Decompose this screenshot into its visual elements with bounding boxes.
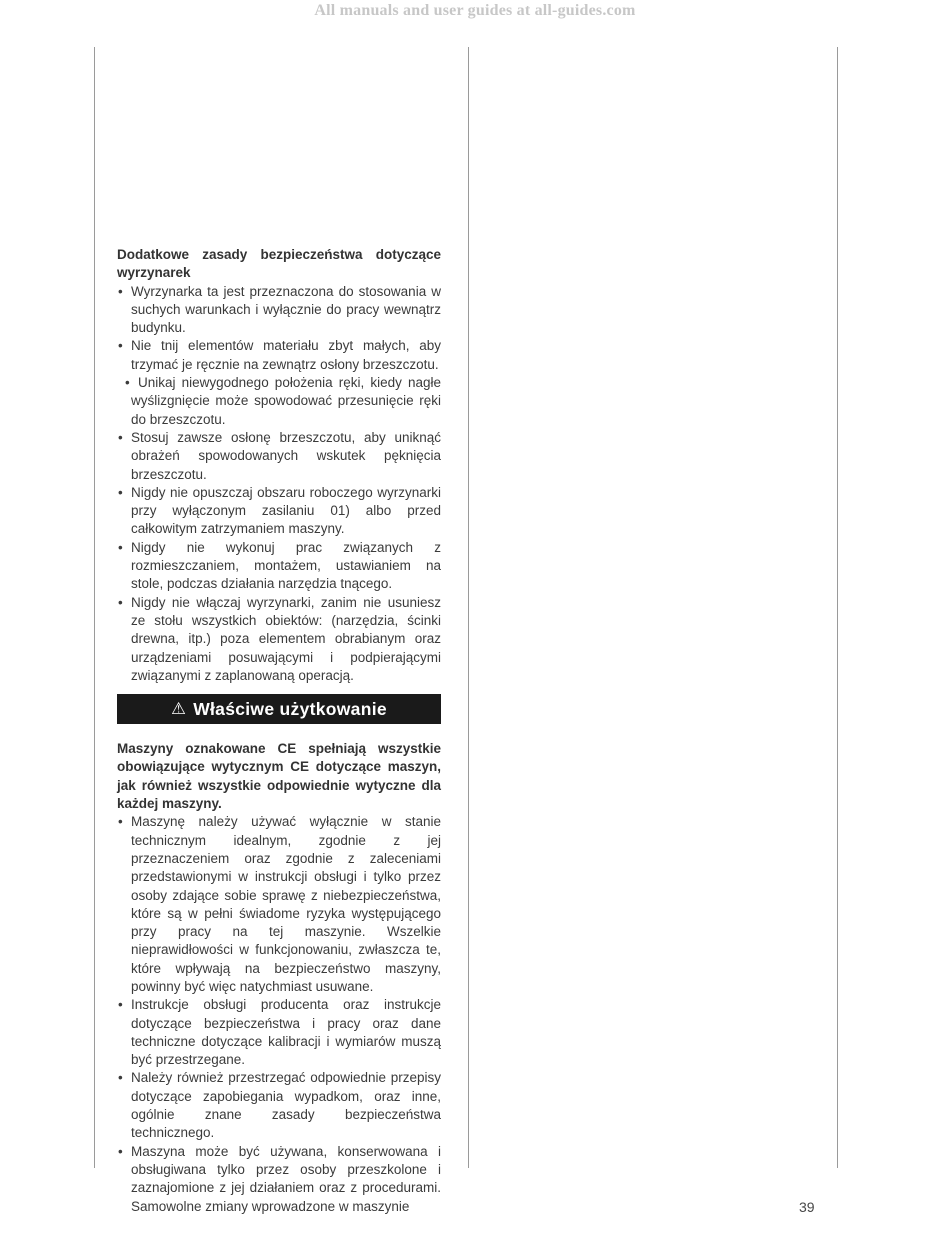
bullet-item: • Maszyna może być używana, konserwowana i obsługiwana tylko przez osoby przeszkolone i zaznajomione z jej działaniem oraz z procedurami. Samowolne zmiany wprowadzone w maszynie <box>117 1143 441 1216</box>
bullet-item: • Nigdy nie włączaj wyrzynarki, zanim nie usuniesz ze stołu wszystkich obiektów: (narzędzia, ścinki drewna, itp.) poza elementem obrabianym oraz urządzeniami posuwającymi i podpierającymi związanymi z zaplanowaną operacją. <box>117 594 441 685</box>
ce-compliance-paragraph: Maszyny oznakowane CE spełniają wszystkie obowiązujące wytycznym CE dotyczące maszyn, jak również wszystkie odpowiednie wytyczne dla każdej maszyny. <box>117 741 441 812</box>
bullet-item: • Unikaj niewygodnego położenia ręki, kiedy nagłe wyślizgnięcie może spowodować przesunięcie ręki do brzeszczotu. <box>117 374 441 429</box>
column-divider-middle <box>468 47 469 1168</box>
section-heading-safety: Dodatkowe zasady bezpieczeństwa dotyczące wyrzynarek <box>117 247 441 281</box>
column-divider-left <box>94 47 95 1168</box>
text-column <box>117 246 441 1216</box>
bullet-item: • Instrukcje obsługi producenta oraz instrukcje dotyczące bezpieczeństwa i pracy oraz dane techniczne dotyczące kalibracji i wymiarów muszą być przestrzegane. <box>117 996 441 1069</box>
bullet-item: • Nigdy nie wykonuj prac związanych z rozmieszczaniem, montażem, ustawianiem na stole, podczas działania narzędzia tnącego. <box>117 539 441 594</box>
bullet-item: • Wyrzynarka ta jest przeznaczona do stosowania w suchych warunkach i wyłącznie do pracy wewnątrz budynku. <box>117 283 441 338</box>
column-divider-right <box>837 47 838 1168</box>
warning-icon: ⚠ <box>171 699 187 718</box>
usage-bullet-list <box>117 813 441 1216</box>
warning-banner <box>117 694 441 724</box>
bullet-item: • Należy również przestrzegać odpowiednie przepisy dotyczące zapobiegania wypadkom, oraz inne, ogólnie znane zasady bezpieczeństwa technicznego. <box>117 1069 441 1142</box>
bullet-item: • Nie tnij elementów materiału zbyt małych, aby trzymać je ręcznie na zewnątrz osłony brzeszczotu. <box>117 337 441 374</box>
page-number: 39 <box>799 1199 815 1215</box>
bullet-item: • Stosuj zawsze osłonę brzeszczotu, aby uniknąć obrażeń spowodowanych wskutek pęknięcia brzeszczotu. <box>117 429 441 484</box>
safety-bullet-list <box>117 283 441 686</box>
warning-banner-title: Właściwe użytkowanie <box>193 698 387 719</box>
bullet-item: • Maszynę należy używać wyłącznie w stanie technicznym idealnym, zgodnie z jej przeznaczeniem oraz zgodnie z zaleceniami przedstawionymi w instrukcji obsługi i tylko przez osoby zdające sobie sprawę z niebezpieczeństwa, które są w pełni świadome ryzyka występującego przy pracy na tej maszynie. Wszelkie nieprawidłowości w funkcjonowaniu, zwłaszcza te, które wpływają na bezpieczeństwo maszyny, powinny być więc natychmiast usuwane. <box>117 813 441 996</box>
bullet-item: • Nigdy nie opuszczaj obszaru roboczego wyrzynarki przy wyłączonym zasilaniu 01) albo przed całkowitym zatrzymaniem maszyny. <box>117 484 441 539</box>
watermark: All manuals and user guides at all-guides.com <box>314 2 636 19</box>
